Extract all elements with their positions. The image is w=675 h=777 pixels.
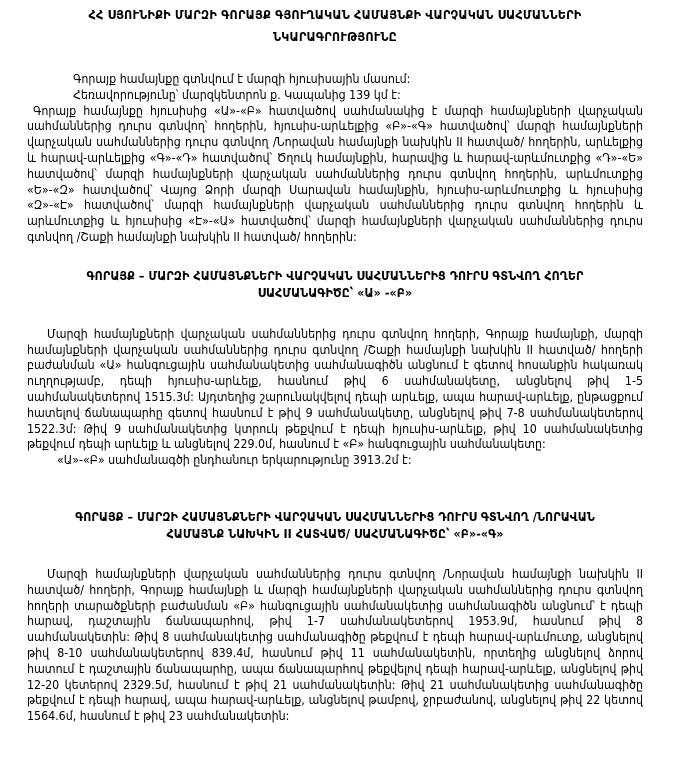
section-a-b xyxy=(27,268,643,469)
section-b-g xyxy=(27,509,643,725)
section-a-b-total-length: «Ա»-«Բ» սահմանագծի ընդհանուր երկարությունը 3913.2մ է: xyxy=(57,453,412,468)
section-a-b-heading-line-2: ՍԱՀՄԱՆԱԳԻԾԸ՝ «Ա» -«Բ» xyxy=(257,285,413,300)
section-b-g-heading-line-1: ԳՈՐԱՅՔ – ՄԱՐԶԻ ՀԱՄԱՅՆՔՆԵՐԻ ՎԱՐՉԱԿԱՆ ՍԱՀՄԱՆՆԵՐԻՑ ԴՈՒՐՍ ԳՏՆՎՈՂ /ՆՈՐԱՎԱՆ xyxy=(75,509,595,524)
document-title xyxy=(35,0,635,48)
distance-text: Հեռավորությունը՝ մարզկենտրոն ք. Կապանից 139 կմ է: xyxy=(73,87,401,102)
section-a-b-body: Մարզի համայնքների վարչական սահմաններից դուրս գտնվող հողերի, Գորայք համայնքի, մարզի համայնքների վարչական սահմաններից դուրս գտնվող /Շաքի համայնքի նախկին II հատված/ հողերի բաժանման «Ա» հանգուցային սահմանակետից սահմանագիծն անցնում է գետով հոսանքին հակառակ ուղղությամբ, դեպի հյուսիս-արևելք, հասնում թիվ 6 սահմանակետը, անցնելով թիվ 1-5 սահմանակետերով 1515.3մ: Այդտեղից շարունակվելով դեպի արևելք, ապա հարավ-արևելք, ընթացքում հատելով ճանապարհը գետով հասնում է թիվ 9 սահմանակետը, անցնելով թիվ 7-8 սահմանակետերով 1522.3մ: Թիվ 9 սահմանակետից կտրուկ թեքվում է դեպի հյուսիս-արևելք, թիվ 10 սահմանակետից թեքվում դեպի արևելք և անցնելով 229.0մ, հասնում է «Բ» հանգուցային սահմանակետը: xyxy=(27,326,643,452)
intro-block xyxy=(27,72,643,246)
location-text: Գորայք համայնքը գտնվում է մարզի հյուսիսային մասում: xyxy=(73,72,411,86)
section-a-b-heading-line-1: ԳՈՐԱՅՔ – ՄԱՐԶԻ ՀԱՄԱՅՆՔՆԵՐԻ ՎԱՐՉԱԿԱՆ ՍԱՀՄԱՆՆԵՐԻՑ ԴՈՒՐՍ ԳՏՆՎՈՂ ՀՈՂԵՐ xyxy=(86,268,584,283)
section-b-g-body: Մարզի համայնքների վարչական սահմաններից դուրս գտնվող /Նորավան համայնքի նախկին II հատված/ հողերի, Գորայք համայնքի և մարզի համայնքների վարչական սահմաններից դուրս գտնվող հողերի տարածքների բաժանման «Բ» հանգուցային սահմանակետից սահմանագիծն անցնում՝ է դեպի հարավ, դաշտային ճանապարհով, թիվ 1-7 սահմանակետերով 1953.9մ, հասնում թիվ 8 սահմանակետին: Թիվ 8 սահմանակետից սահմանագիծը թեքվում է դեպի հարավ-արևմուտք, անցնելով թիվ 8-10 սահմանակետերով 839.4մ, հասնում թիվ 11 սահմանակետին, որտեղից անցնելով ձորով հատում է դաշտային ճանապարհը, ապա ճանապարհով թեքվելով դեպի հարավ-արևելք, անցնելով թիվ 12-20 կետերով 2329.5մ, հասնում է թիվ 21 սահմանակետին: Թիվ 21 սահմանակետից սահմանագիծը թեքվում է դեպի հարավ, ապա հարավ-արևելք, անցնելով թամբով, ջրբաժանով, անցնելով թիվ 22 կետով 1564.6մ, հասնում է թիվ 23 սահմանակետին: xyxy=(27,566,643,724)
section-b-g-heading-line-2: ՀԱՄԱՅՆՔ ՆԱԽԿԻՆ II ՀԱՏՎԱԾ/ ՍԱՀՄԱՆԱԳԻԾԸ՝ «Բ»-«Գ» xyxy=(166,526,504,541)
title-line-1: ՀՀ ՍՅՈՒՆԻՔԻ ՄԱՐԶԻ ԳՈՐԱՅՔ ԳՅՈՒՂԱԿԱՆ ՀԱՄԱՅՆՔԻ ՎԱՐՉԱԿԱՆ ՍԱՀՄԱՆՆԵՐԻ xyxy=(88,7,582,22)
document-page xyxy=(27,0,643,725)
section-a-b-heading xyxy=(27,268,643,302)
borders-paragraph: Գորայք համայնքը հյուսիսից «Ա»-«Բ» հատվածով սահմանակից է մարզի համայնքների վարչական սահմաններից դուրս գտնվող՝ հողերին, հյուսիս-արևելքից «Բ»-«Գ» հատվածով՝ մարզի համայնքների վարչական սահմաններից դուրս գտնվող /Նորավան համայնքի նախկին II հատված/ հողերին, արևելքից և հարավ-արևելքից «Գ»-«Դ» հատվածով՝ Ծղուկ համայնքին, հարավից և հարավ-արևմուտքից «Դ»-«Ե» հատվածով՝ մարզի համայնքների վարչական սահմաններից դուրս գտնվող հողերին, արևմուտքից «Ե»-«Զ» հատվածով՝ Վայոց Ձորի մարզի Սարավան համայնքին, հյուսիս-արևմուտքից և հյուսիսից «Զ»-«Է» հատվածով՝ մարզի համայնքների վարչական սահմաններից դուրս գտնվող հողերին և արևմուտքից և հյուսիսից «Է»-«Ա» հատվածով՝ մարզի համայնքների վարչական սահմաններից դուրս գտնվող /Շաքի համայնքի նախկին II հատված/ հողերին: xyxy=(27,103,643,244)
section-b-g-heading xyxy=(27,509,643,543)
title-line-2: ՆԿԱՐԱԳՐՈՒԹՅՈՒՆԸ xyxy=(273,29,397,44)
